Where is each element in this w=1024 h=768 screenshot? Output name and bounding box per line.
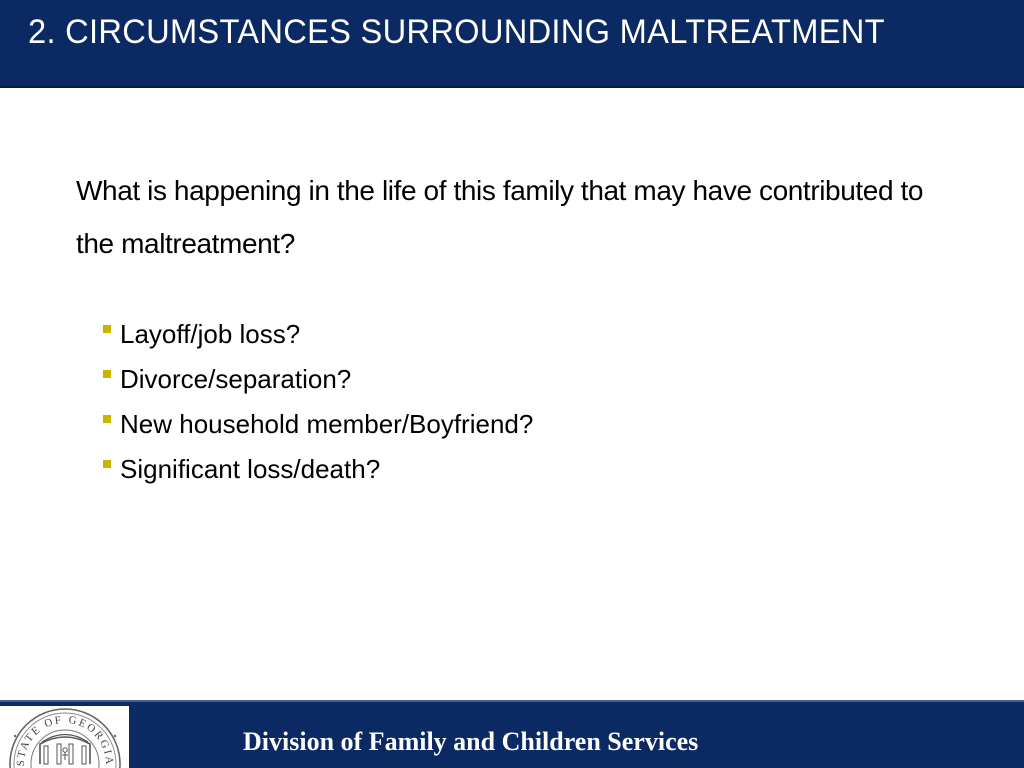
- list-item: [102, 449, 533, 494]
- square-bullet-icon: [103, 370, 111, 378]
- list-item: [102, 314, 533, 359]
- list-item-text: Layoff/job loss?: [120, 319, 301, 349]
- organization-name: Division of Family and Children Services: [243, 727, 699, 756]
- state-seal: [0, 706, 129, 768]
- list-item: [102, 404, 533, 449]
- square-bullet-icon: [103, 415, 111, 423]
- list-item-text: Significant loss/death?: [120, 454, 381, 484]
- list-item-text: Divorce/separation?: [120, 364, 352, 394]
- square-bullet-icon: [103, 460, 111, 468]
- state-of-georgia-seal-icon: [0, 706, 129, 768]
- question-text: What is happening in the life of this family that may have contributed to the maltreatment?: [76, 175, 924, 259]
- slide-title: 2. CIRCUMSTANCES SURROUNDING MALTREATMENT: [28, 13, 885, 51]
- svg-text:STATE OF GEORGIA: STATE OF GEORGIA: [14, 713, 116, 767]
- header-bar: [0, 0, 1024, 88]
- square-bullet-icon: [103, 325, 111, 333]
- list-item-text: New household member/Boyfriend?: [120, 409, 534, 439]
- list-item: [102, 359, 533, 404]
- bullet-list: [102, 314, 533, 494]
